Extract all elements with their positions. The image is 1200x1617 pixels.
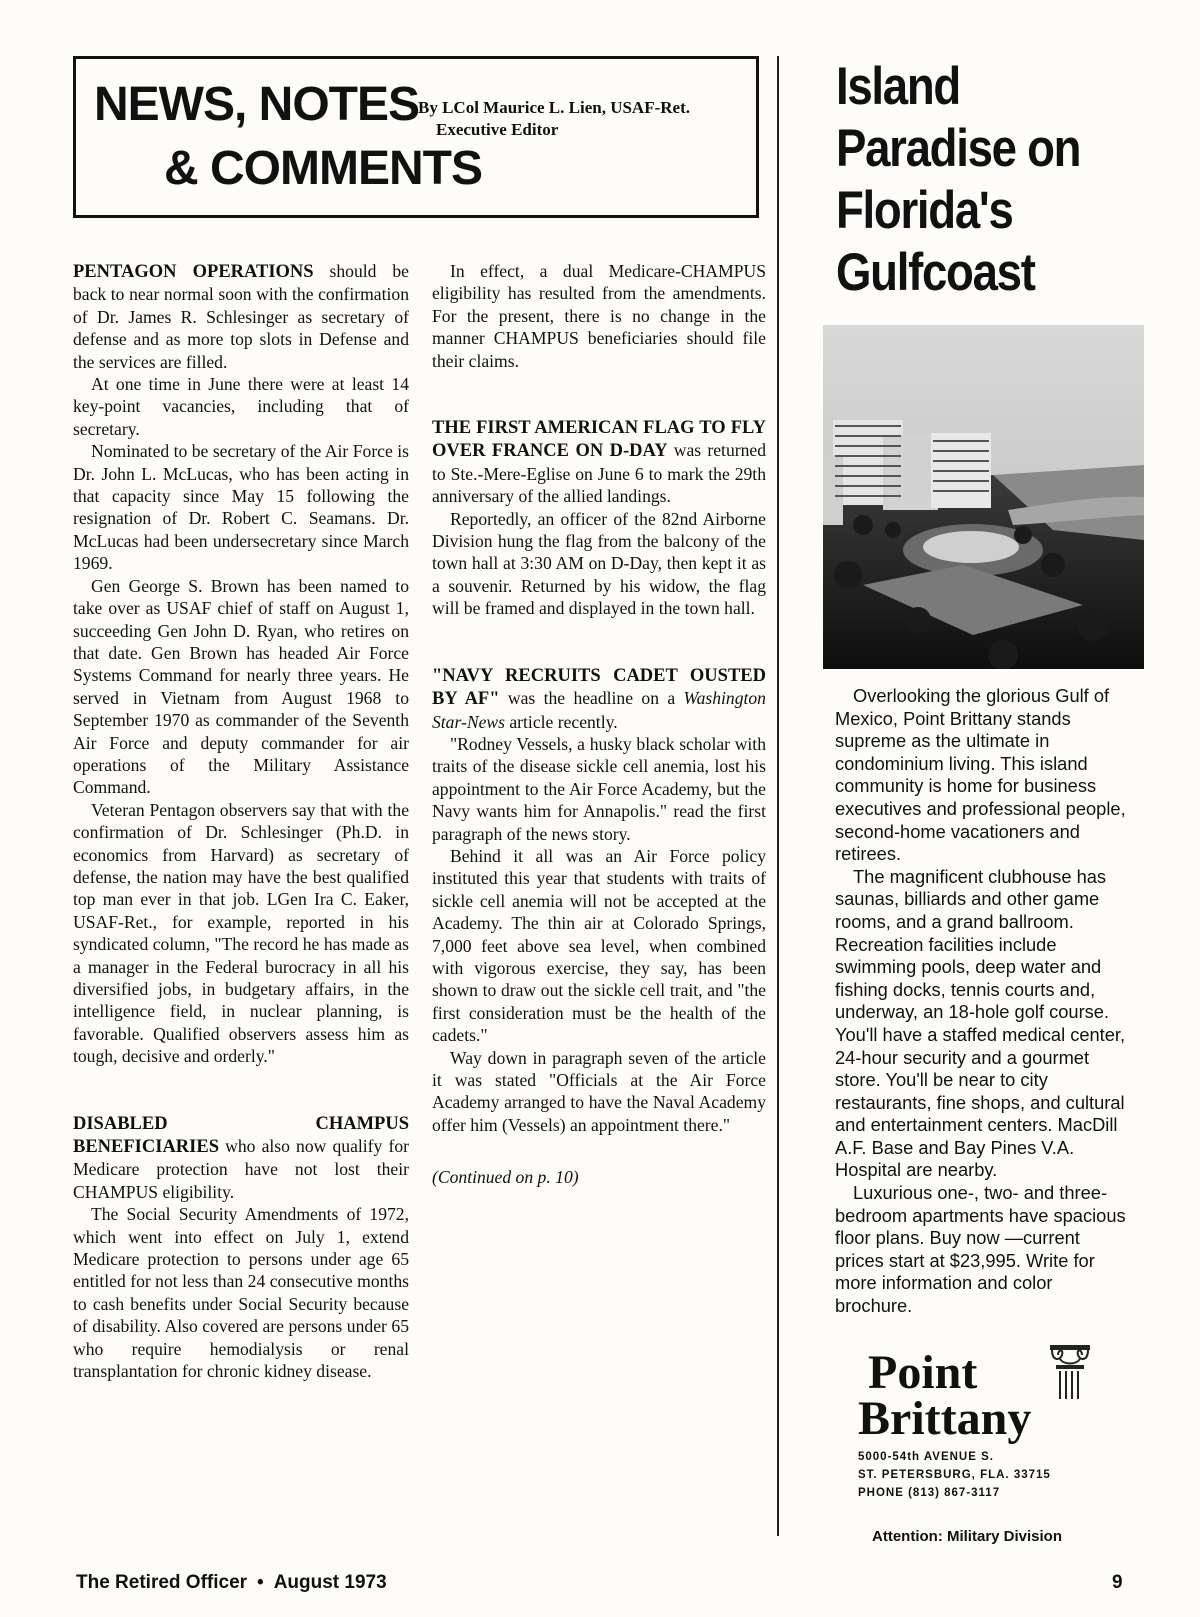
flag-headline: THE FIRST AMERICAN FLAG TO FLY OVER FRANCE ON D-DAY: [432, 418, 766, 462]
pentagon-paragraph-5: Veteran Pentagon observers say that with the confirmation of Dr. Schlesinger (Ph.D. in economics from Harvard) as secretary of defense, the nation may have the best qualified top man ever in that job. LGen Ira C. Eaker, USAF-Ret., for example, reported in his syndicated column, "The record he has made as a manager in the Federal burocracy in all his diversified jobs, in budgetary affairs, in the intelligence field, in nuclear planning, is favorable. Qualified observers assess him as tough, decisive and orderly.": [73, 799, 409, 1067]
ad-paragraph-1: Overlooking the glorious Gulf of Mexico, Point Brittany stands supreme as the ultimate in condominium living. This island community is home for business executives and professional people, second-home vacationers and retirees.: [835, 685, 1126, 865]
resort-photo: [823, 325, 1144, 669]
footer-publication: [76, 1572, 387, 1594]
ad-phone: PHONE (813) 867-3117: [858, 1487, 1001, 1499]
ad-attention-line: Attention: Military Division: [872, 1528, 1063, 1545]
byline-author: By LCol Maurice L. Lien, USAF-Ret.: [418, 98, 690, 117]
champus-headline: DISABLED CHAMPUS BENEFICIARIES: [73, 1113, 409, 1158]
pentagon-paragraph-1: [73, 260, 409, 373]
champus-paragraph-3: In effect, a dual Medicare-CHAMPUS eligibility has resulted from the amendments. For the present, there is no change in the manner CHAMPUS beneficiaries should file their claims.: [432, 261, 766, 371]
champus-paragraph-2: The Social Security Amendments of 1972, which went into effect on July 1, extend Medicare protection to persons under age 65 entitled for not less than 24 consecutive months to cash benefits under Social Security because of disability. Also covered are persons under 65 who require hemodialysis or renal transplantation for chronic kidney disease.: [73, 1204, 409, 1382]
flag-text-1: was returned to Ste.-Mere-Eglise on June 6 to mark the 29th anniversary of the allied landings.: [432, 440, 767, 507]
ad-address-line-2: ST. PETERSBURG, FLA. 33715: [858, 1469, 1051, 1481]
resort-photo-illustration: [823, 325, 1144, 669]
column-capital-icon: [1048, 1343, 1092, 1401]
logo-text-point: Point: [868, 1346, 978, 1399]
byline: [418, 97, 690, 141]
publication-name: Washington Star-News: [432, 688, 766, 732]
navy-paragraph-4: Way down in paragraph seven of the article it was stated "Officials at the Air Force Academy arranged to have the Naval Academy offer him (Vessels) an appointment there.": [432, 1047, 766, 1135]
flag-paragraph-2: Reportedly, an officer of the 82nd Airborne Division hung the flag from the balcony of the town hall at 3:30 AM on D-Day, then kept it as a souvenir. Returned by his widow, the flag will be framed and displayed in the town hall.: [432, 508, 766, 619]
pentagon-paragraph-4: Gen George S. Brown has been named to take over as USAF chief of staff on August 1, succeeding Gen John D. Ryan, who retires on that date. Gen Brown has headed Air Force Systems Command for nearly three years. He served in Vietnam from August 1968 to September 1970 as commander of the Seventh Air Force and deputy commander for air operations of the Military Assistance Command.: [73, 575, 409, 798]
ad-body: [835, 685, 1130, 1318]
point-brittany-logo: [848, 1346, 1098, 1499]
navy-paragraph-1: [432, 664, 766, 733]
section-spacer: [73, 1068, 409, 1112]
champus-text-1: who also now qualify for Medicare protection have not lost their CHAMPUS eligibility.: [73, 1136, 409, 1202]
navy-headline: "NAVY RECRUITS CADET OUSTED BY AF": [432, 665, 766, 710]
section-spacer: [432, 620, 766, 664]
ad-paragraph-3: Luxurious one-, two- and three-bedroom apartments have spacious floor plans. Buy now —current prices start at $23,995. Write for more information and color brochure.: [835, 1182, 1126, 1317]
pentagon-text-1: should be back to near normal soon with the confirmation of Dr. James R. Schlesinger as secretary of defense and as more top slots in Defense and the services are filled.: [73, 261, 409, 372]
navy-paragraph-3: Behind it all was an Air Force policy instituted this year that students with traits of sickle cell anemia will not be accepted at the Academy. The thin air at Colorado Springs, 7,000 feet above sea level, when combined with vigorous exercise, they say, has been shown to draw out the sickle cell trait, and "the first consideration must be the health of the cadets.": [432, 845, 766, 1046]
column-divider: [777, 56, 779, 1536]
ad-address-line-1: 5000-54th AVENUE S.: [858, 1451, 994, 1463]
navy-paragraph-2: "Rodney Vessels, a husky black scholar with traits of the disease sickle cell anemia, lost his appointment to the Air Force Academy, but the Navy wants him for Annapolis." read the first paragraph of the news story.: [432, 733, 766, 844]
ad-headline: Island Paradise on Florida's Gulfcoast: [836, 57, 1081, 302]
ad-address: [858, 1448, 1051, 1502]
article-column-middle: [432, 260, 766, 1189]
champus-paragraph-1: [73, 1112, 409, 1204]
logo-text-brittany: Brittany: [858, 1392, 1032, 1445]
footer-date: August 1973: [273, 1572, 387, 1593]
page-number: 9: [1112, 1572, 1123, 1593]
footer-publication-name: The Retired Officer: [76, 1572, 248, 1593]
section-spacer: [432, 372, 766, 416]
column-header-box: [73, 56, 759, 218]
footer-bullet: •: [257, 1572, 264, 1593]
pentagon-paragraph-3: Nominated to be secretary of the Air Force is Dr. John L. McLucas, who has been acting in that capacity since May 15 following the resignation of Dr. Robert C. Seamans. Dr. McLucas had been undersecretary since March 1969.: [73, 441, 409, 574]
pentagon-paragraph-2: At one time in June there were at least 14 key-point vacancies, including that of secretary.: [73, 374, 409, 439]
pentagon-headline: PENTAGON OPERATIONS: [73, 262, 314, 282]
ad-paragraph-2: The magnificent clubhouse has saunas, billiards and other game rooms, and a grand ballroom. Recreation facilities include swimming pools, deep water and fishing docks, tennis courts and, underway, an 18-hole golf course. You'll have a staffed medical center, 24-hour security and a gourmet store. You'll be near to city restaurants, fine shops, and cultural and entertainment centers. MacDill A.F. Base and Bay Pines V.A. Hospital are nearby.: [835, 865, 1126, 1181]
navy-text-1a: was the headline on a: [507, 688, 676, 709]
continued-note: (Continued on p. 10): [432, 1167, 579, 1188]
byline-role: Executive Editor: [436, 120, 559, 140]
section-spacer: [432, 1136, 766, 1166]
article-column-left: [73, 260, 409, 1383]
column-title-line-2: & COMMENTS: [164, 142, 482, 195]
navy-text-1b: article recently.: [509, 711, 618, 732]
flag-paragraph-1: [432, 416, 766, 508]
column-title-line-1: NEWS, NOTES: [94, 78, 420, 131]
